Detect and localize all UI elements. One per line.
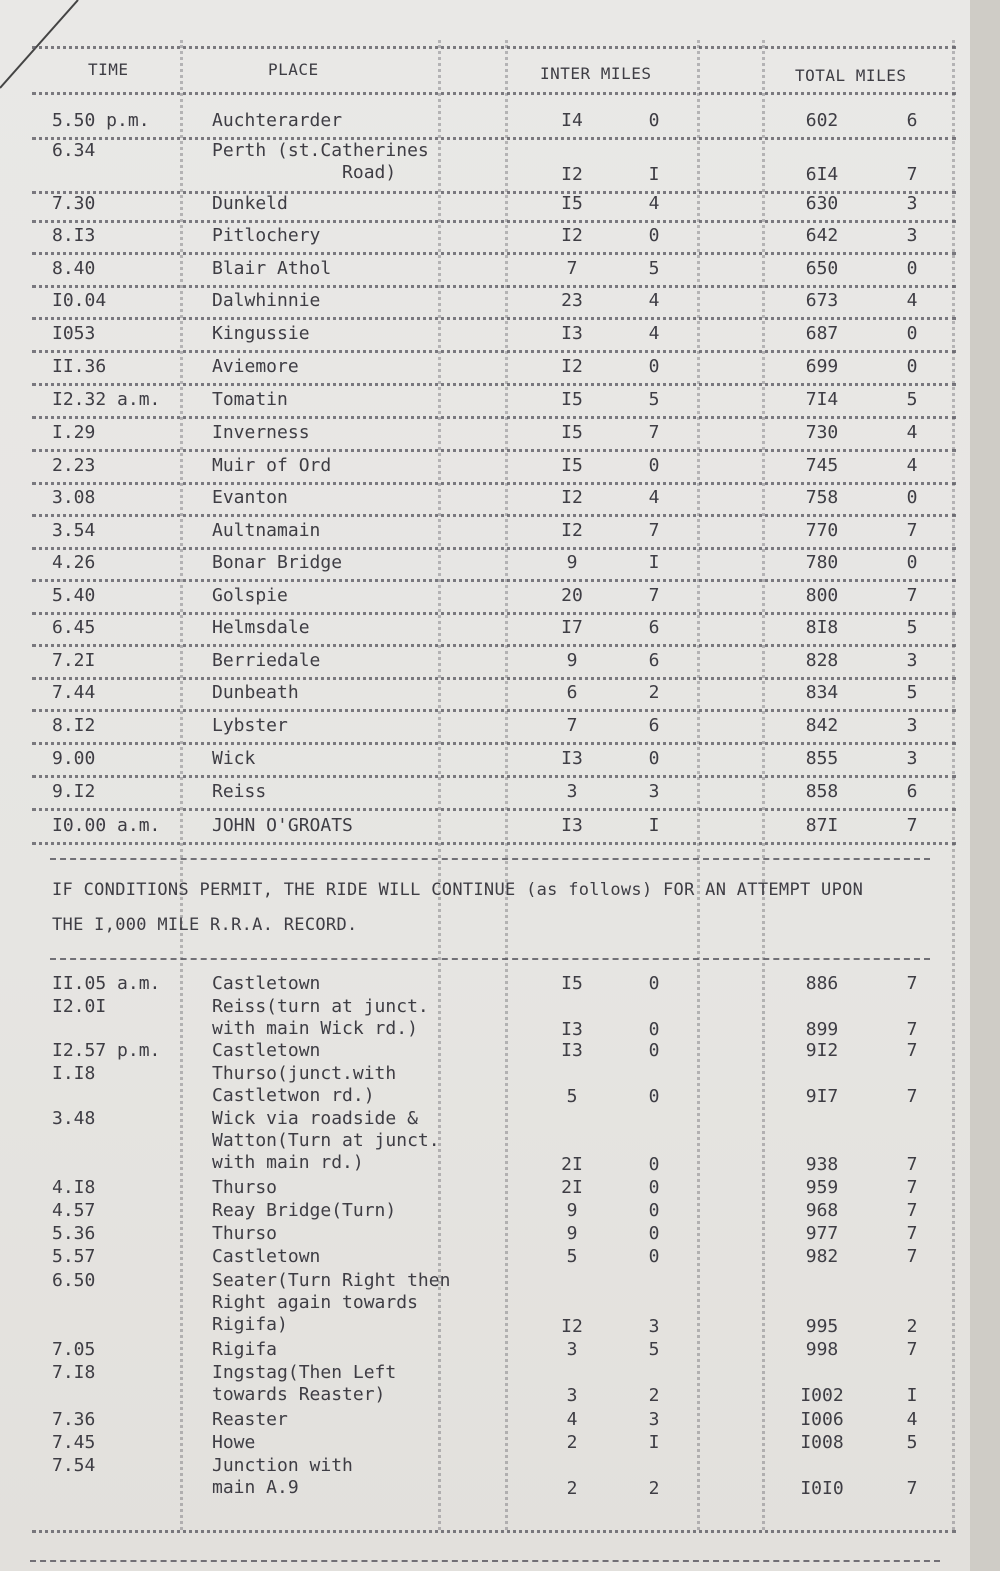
total-yards-cell: I [906, 1385, 918, 1406]
time-cell: 9.I2 [52, 781, 96, 802]
time-cell: 7.I8 [52, 1362, 96, 1383]
time-cell: 4.26 [52, 552, 96, 573]
place-column-header: PLACE [268, 60, 319, 79]
time-cell: I.29 [52, 422, 96, 443]
inter-miles-cell: I2 [561, 356, 583, 377]
total-yards-cell: 2 [906, 1316, 918, 1337]
total-yards-cell: 3 [906, 225, 918, 246]
time-cell: 5.36 [52, 1223, 96, 1244]
place-cell: Reiss(turn at junct. with main Wick rd.) [212, 996, 429, 1039]
time-cell: 8.I2 [52, 715, 96, 736]
inter-yards-cell: 5 [648, 258, 660, 279]
row-dotted-rule [32, 677, 956, 680]
place-cell: Blair Athol [212, 258, 332, 279]
row-dotted-rule [32, 285, 956, 288]
place-cell: Thurso(junct.with Castletwon rd.) [212, 1063, 397, 1106]
time-cell: I0.00 a.m. [52, 815, 161, 836]
inter-miles-cell: I2 [561, 487, 583, 508]
total-yards-cell: 0 [906, 552, 918, 573]
inter-yards-cell: 7 [648, 422, 660, 443]
place-cell: Aviemore [212, 356, 299, 377]
time-cell: 3.08 [52, 487, 96, 508]
inter-miles-cell: 23 [561, 290, 583, 311]
inter-miles-cell: I2 [561, 225, 583, 246]
inter-miles-cell: I2 [561, 164, 583, 185]
total-miles-column-header: TOTAL MILES [795, 66, 907, 85]
place-cell: Rigifa [212, 1339, 278, 1360]
total-miles-cell: 800 [805, 585, 839, 606]
row-dotted-rule [32, 350, 956, 353]
place-cell: Tomatin [212, 389, 288, 410]
inter-miles-cell: I5 [561, 455, 583, 476]
time-cell: 8.40 [52, 258, 96, 279]
time-cell: 7.44 [52, 682, 96, 703]
place-cell: JOHN O'GROATS [212, 815, 353, 836]
row-dotted-rule [32, 514, 956, 517]
total-miles-cell: 6I4 [805, 164, 839, 185]
inter-yards-cell: 6 [648, 617, 660, 638]
continuation-note-line-2: THE I,000 MILE R.R.A. RECORD. [52, 915, 358, 935]
time-cell: I0.04 [52, 290, 107, 311]
inter-yards-cell: 4 [648, 323, 660, 344]
time-cell: 6.45 [52, 617, 96, 638]
time-cell: I053 [52, 323, 96, 344]
place-cell: Aultnamain [212, 520, 321, 541]
row-dotted-rule [32, 808, 956, 811]
total-yards-cell: 7 [906, 520, 918, 541]
inter-yards-cell: 3 [648, 1409, 660, 1430]
place-cell: Castletown [212, 973, 321, 994]
total-yards-cell: 0 [906, 487, 918, 508]
column-divider [762, 40, 765, 1530]
total-yards-cell: 4 [906, 290, 918, 311]
time-cell: II.05 a.m. [52, 973, 161, 994]
time-cell: 5.50 p.m. [52, 110, 150, 131]
row-dotted-rule [32, 220, 956, 223]
time-cell: 7.36 [52, 1409, 96, 1430]
place-cell: Dalwhinnie [212, 290, 321, 311]
place-cell: Perth (st.Catherines Road) [212, 140, 429, 183]
inter-yards-cell: 2 [648, 1478, 660, 1499]
row-dotted-rule [32, 383, 956, 386]
inter-miles-cell: 3 [566, 1385, 578, 1406]
total-miles-cell: 968 [805, 1200, 839, 1221]
header-dotted-rule [32, 92, 956, 95]
total-miles-cell: 673 [805, 290, 839, 311]
row-dotted-rule [32, 547, 956, 550]
inter-miles-cell: 2I [561, 1177, 583, 1198]
total-miles-cell: 855 [805, 748, 839, 769]
paper-edge [970, 0, 1000, 1571]
time-cell: 5.40 [52, 585, 96, 606]
total-miles-cell: 899 [805, 1019, 839, 1040]
inter-miles-cell: I2 [561, 1316, 583, 1337]
place-cell: Reay Bridge(Turn) [212, 1200, 397, 1221]
time-cell: I2.0I [52, 996, 107, 1017]
inter-yards-cell: 0 [648, 1246, 660, 1267]
total-yards-cell: 0 [906, 323, 918, 344]
total-miles-cell: 758 [805, 487, 839, 508]
place-cell: Lybster [212, 715, 288, 736]
time-cell: I2.32 a.m. [52, 389, 161, 410]
place-cell: Evanton [212, 487, 288, 508]
bottom-dotted-rule [32, 1530, 956, 1533]
inter-yards-cell: 0 [648, 973, 660, 994]
total-yards-cell: 6 [906, 110, 918, 131]
total-yards-cell: 7 [906, 1478, 918, 1499]
place-cell: Reiss [212, 781, 267, 802]
inter-miles-cell: 7 [566, 715, 578, 736]
total-miles-cell: 977 [805, 1223, 839, 1244]
row-dotted-rule [32, 317, 956, 320]
inter-miles-cell: 7 [566, 258, 578, 279]
inter-miles-cell: 5 [566, 1246, 578, 1267]
inter-miles-cell: 2 [566, 1432, 578, 1453]
time-cell: 8.I3 [52, 225, 96, 246]
inter-yards-cell: 0 [648, 455, 660, 476]
total-yards-cell: 7 [906, 1154, 918, 1175]
total-yards-cell: 7 [906, 164, 918, 185]
total-yards-cell: 0 [906, 258, 918, 279]
total-miles-cell: 938 [805, 1154, 839, 1175]
time-cell: I.I8 [52, 1063, 96, 1084]
total-miles-cell: 730 [805, 422, 839, 443]
time-cell: II.36 [52, 356, 107, 377]
total-miles-cell: 780 [805, 552, 839, 573]
total-yards-cell: 6 [906, 781, 918, 802]
total-miles-cell: 745 [805, 455, 839, 476]
place-cell: Bonar Bridge [212, 552, 343, 573]
place-cell: Wick [212, 748, 256, 769]
inter-miles-cell: I4 [561, 110, 583, 131]
time-cell: 7.05 [52, 1339, 96, 1360]
total-miles-cell: I002 [800, 1385, 844, 1406]
total-miles-cell: I0I0 [800, 1478, 844, 1499]
inter-yards-cell: 0 [648, 748, 660, 769]
inter-miles-cell: 5 [566, 1086, 578, 1107]
total-miles-cell: I006 [800, 1409, 844, 1430]
inter-yards-cell: I [648, 552, 660, 573]
inter-yards-cell: 3 [648, 781, 660, 802]
total-yards-cell: 7 [906, 1200, 918, 1221]
total-miles-cell: 886 [805, 973, 839, 994]
place-cell: Auchterarder [212, 110, 343, 131]
inter-yards-cell: 0 [648, 1223, 660, 1244]
time-cell: 4.I8 [52, 1177, 96, 1198]
total-yards-cell: 7 [906, 1223, 918, 1244]
inter-miles-cell: I3 [561, 323, 583, 344]
dashed-separator [50, 858, 930, 860]
total-miles-cell: 699 [805, 356, 839, 377]
dashed-separator [50, 958, 930, 960]
total-yards-cell: 4 [906, 422, 918, 443]
place-cell: Seater(Turn Right then Right again towards Rigifa) [212, 1270, 451, 1335]
place-cell: Pitlochery [212, 225, 321, 246]
total-miles-cell: 842 [805, 715, 839, 736]
inter-yards-cell: 7 [648, 585, 660, 606]
inter-miles-cell: 6 [566, 682, 578, 703]
total-yards-cell: 7 [906, 1086, 918, 1107]
total-yards-cell: 7 [906, 973, 918, 994]
continuation-note-line-1: IF CONDITIONS PERMIT, THE RIDE WILL CONTINUE (as follows) FOR AN ATTEMPT UPON [52, 880, 864, 900]
inter-yards-cell: 0 [648, 1086, 660, 1107]
place-cell: Berriedale [212, 650, 321, 671]
inter-yards-cell: 6 [648, 650, 660, 671]
inter-miles-cell: 9 [566, 650, 578, 671]
inter-yards-cell: 3 [648, 1316, 660, 1337]
time-cell: 5.57 [52, 1246, 96, 1267]
total-miles-cell: 642 [805, 225, 839, 246]
total-miles-cell: 9I2 [805, 1040, 839, 1061]
row-dotted-rule [32, 416, 956, 419]
place-cell: Muir of Ord [212, 455, 332, 476]
time-cell: 3.54 [52, 520, 96, 541]
total-yards-cell: 7 [906, 1019, 918, 1040]
inter-miles-cell: I5 [561, 973, 583, 994]
time-column-header: TIME [88, 60, 129, 79]
inter-yards-cell: 0 [648, 1154, 660, 1175]
inter-miles-cell: I3 [561, 1019, 583, 1040]
time-cell: 7.2I [52, 650, 96, 671]
total-yards-cell: 7 [906, 585, 918, 606]
inter-yards-cell: 4 [648, 487, 660, 508]
total-yards-cell: 7 [906, 1246, 918, 1267]
row-dotted-rule [32, 482, 956, 485]
row-dotted-rule [32, 644, 956, 647]
total-yards-cell: 4 [906, 1409, 918, 1430]
inter-yards-cell: 0 [648, 1040, 660, 1061]
column-divider [180, 40, 183, 1530]
time-cell: 6.34 [52, 140, 96, 161]
total-yards-cell: 7 [906, 1177, 918, 1198]
inter-yards-cell: 0 [648, 110, 660, 131]
place-cell: Castletown [212, 1246, 321, 1267]
inter-miles-cell: 3 [566, 1339, 578, 1360]
total-miles-cell: 998 [805, 1339, 839, 1360]
inter-miles-cell: 20 [561, 585, 583, 606]
inter-miles-cell: I5 [561, 193, 583, 214]
place-cell: Ingstag(Then Left towards Reaster) [212, 1362, 397, 1405]
inter-yards-cell: 0 [648, 1200, 660, 1221]
inter-yards-cell: I [648, 1432, 660, 1453]
inter-miles-cell: 2I [561, 1154, 583, 1175]
inter-miles-cell: 2 [566, 1478, 578, 1499]
place-cell: Howe [212, 1432, 256, 1453]
place-cell: Inverness [212, 422, 310, 443]
inter-miles-cell: I2 [561, 520, 583, 541]
inter-miles-cell: I5 [561, 422, 583, 443]
total-miles-cell: 687 [805, 323, 839, 344]
place-cell: Dunbeath [212, 682, 299, 703]
inter-miles-cell: 4 [566, 1409, 578, 1430]
inter-miles-cell: I3 [561, 748, 583, 769]
row-dotted-rule [32, 449, 956, 452]
row-dotted-rule [32, 137, 956, 140]
column-divider [697, 40, 700, 1530]
time-cell: 7.30 [52, 193, 96, 214]
row-dotted-rule [32, 842, 956, 845]
total-miles-cell: I008 [800, 1432, 844, 1453]
inter-miles-cell: 9 [566, 1223, 578, 1244]
total-yards-cell: 3 [906, 193, 918, 214]
place-cell: Golspie [212, 585, 288, 606]
total-yards-cell: 4 [906, 455, 918, 476]
time-cell: 3.48 [52, 1108, 96, 1129]
total-miles-cell: 602 [805, 110, 839, 131]
inter-miles-column-header: INTER MILES [540, 64, 652, 83]
time-cell: 7.45 [52, 1432, 96, 1453]
row-dotted-rule [32, 579, 956, 582]
top-dotted-rule [32, 46, 956, 49]
total-yards-cell: 7 [906, 1040, 918, 1061]
total-yards-cell: 5 [906, 617, 918, 638]
total-yards-cell: 0 [906, 356, 918, 377]
inter-yards-cell: I [648, 164, 660, 185]
place-cell: Reaster [212, 1409, 288, 1430]
place-cell: Thurso [212, 1223, 278, 1244]
inter-yards-cell: 5 [648, 1339, 660, 1360]
inter-miles-cell: 9 [566, 1200, 578, 1221]
total-miles-cell: 650 [805, 258, 839, 279]
total-miles-cell: 7I4 [805, 389, 839, 410]
row-dotted-rule [32, 612, 956, 615]
row-dotted-rule [32, 709, 956, 712]
row-dotted-rule [32, 742, 956, 745]
place-cell: Kingussie [212, 323, 310, 344]
total-yards-cell: 3 [906, 715, 918, 736]
inter-yards-cell: 2 [648, 1385, 660, 1406]
time-cell: 7.54 [52, 1455, 96, 1476]
column-divider [505, 40, 508, 1530]
inter-miles-cell: 9 [566, 552, 578, 573]
inter-yards-cell: 4 [648, 193, 660, 214]
total-miles-cell: 87I [805, 815, 839, 836]
total-miles-cell: 9I7 [805, 1086, 839, 1107]
total-yards-cell: 5 [906, 389, 918, 410]
total-miles-cell: 995 [805, 1316, 839, 1337]
inter-yards-cell: 6 [648, 715, 660, 736]
inter-yards-cell: 2 [648, 682, 660, 703]
row-dotted-rule [32, 252, 956, 255]
inter-yards-cell: 0 [648, 1177, 660, 1198]
total-yards-cell: 3 [906, 650, 918, 671]
total-yards-cell: 3 [906, 748, 918, 769]
place-cell: Dunkeld [212, 193, 288, 214]
place-cell: Thurso [212, 1177, 278, 1198]
total-miles-cell: 8I8 [805, 617, 839, 638]
inter-miles-cell: I3 [561, 1040, 583, 1061]
total-miles-cell: 828 [805, 650, 839, 671]
place-cell: Castletown [212, 1040, 321, 1061]
place-cell: Helmsdale [212, 617, 310, 638]
place-cell: Wick via roadside & Watton(Turn at junct. with main rd.) [212, 1108, 440, 1173]
inter-yards-cell: 7 [648, 520, 660, 541]
column-divider [952, 40, 955, 1530]
time-cell: 4.57 [52, 1200, 96, 1221]
total-yards-cell: 5 [906, 682, 918, 703]
inter-yards-cell: 0 [648, 225, 660, 246]
inter-miles-cell: I5 [561, 389, 583, 410]
time-cell: 9.00 [52, 748, 96, 769]
inter-miles-cell: 3 [566, 781, 578, 802]
time-cell: I2.57 p.m. [52, 1040, 161, 1061]
total-yards-cell: 7 [906, 815, 918, 836]
bottom-dashed-rule [30, 1560, 940, 1562]
total-miles-cell: 770 [805, 520, 839, 541]
inter-miles-cell: I7 [561, 617, 583, 638]
time-cell: 2.23 [52, 455, 96, 476]
total-miles-cell: 858 [805, 781, 839, 802]
total-miles-cell: 982 [805, 1246, 839, 1267]
inter-miles-cell: I3 [561, 815, 583, 836]
total-miles-cell: 834 [805, 682, 839, 703]
total-yards-cell: 7 [906, 1339, 918, 1360]
inter-yards-cell: 5 [648, 389, 660, 410]
inter-yards-cell: 0 [648, 356, 660, 377]
row-dotted-rule [32, 775, 956, 778]
total-miles-cell: 630 [805, 193, 839, 214]
inter-yards-cell: I [648, 815, 660, 836]
place-cell: Junction with main A.9 [212, 1455, 353, 1498]
total-miles-cell: 959 [805, 1177, 839, 1198]
inter-yards-cell: 0 [648, 1019, 660, 1040]
total-yards-cell: 5 [906, 1432, 918, 1453]
inter-yards-cell: 4 [648, 290, 660, 311]
time-cell: 6.50 [52, 1270, 96, 1291]
